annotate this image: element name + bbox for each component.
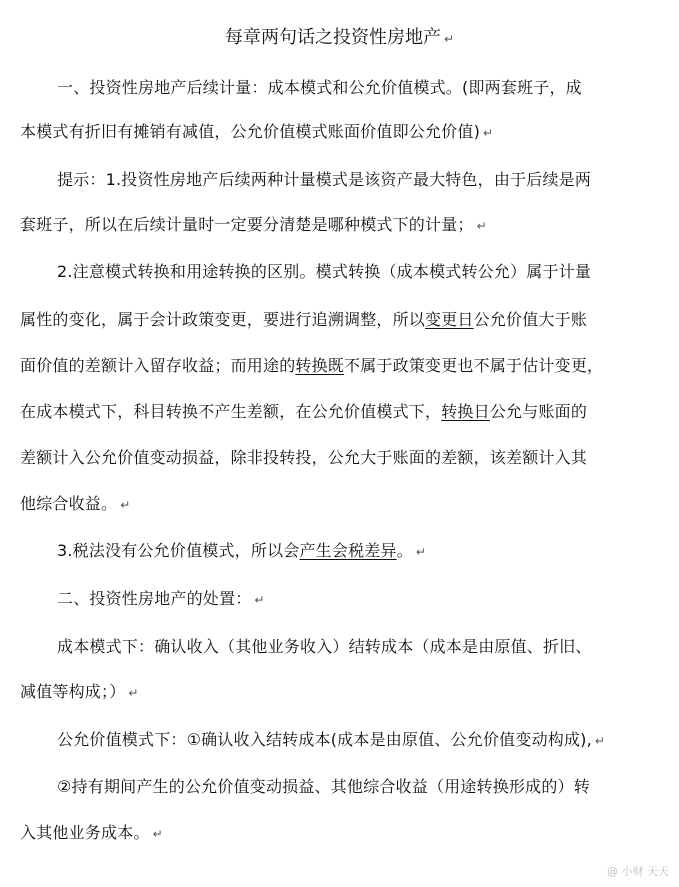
paragraph-mark-icon: ↵ — [483, 126, 494, 140]
underlined-term: 变更日 — [425, 310, 474, 329]
document-title: 每章两句话之投资性房地产 ↵ — [224, 27, 455, 48]
para3-line6: 他综合收益。 ↵ — [20, 494, 131, 513]
paragraph-mark-icon: ↵ — [128, 686, 139, 700]
para3-line1: 2.注意模式转换和用途转换的区别。模式转换（成本模式转公允）属于计量 — [57, 262, 592, 281]
para2-line1: 提示：1.投资性房地产后续两种计量模式是该资产最大特色，由于后续是两 — [57, 170, 592, 189]
para4-line1: 3.税法没有公允价值模式，所以会产生会税差异。 ↵ — [57, 541, 427, 560]
paragraph-mark-icon: ↵ — [254, 593, 265, 607]
underlined-term: 转换既 — [295, 356, 345, 375]
para1-line1: 一、投资性房地产后续计量：成本模式和公允价值模式。(即两套班子，成 — [57, 78, 582, 97]
paragraph-mark-icon: ↵ — [152, 827, 163, 841]
para3-line4: 在成本模式下，科目转换不产生差额，在公允价值模式下，转换日公允与账面的 — [20, 402, 588, 421]
para6-line1: 成本模式下：确认收入（其他业务收入）结转成本（成本是由原值、折旧、 — [57, 637, 592, 656]
para8-line1: ②持有期间产生的公允价值变动损益、其他综合收益（用途转换形成的）转 — [57, 777, 590, 796]
watermark: @ 小财 天天 — [607, 865, 669, 878]
para3-line3: 面价值的差额计入留存收益；而用途的转换既不属于政策变更也不属于估计变更， — [20, 356, 604, 375]
paragraph-mark-icon: ↵ — [120, 498, 131, 512]
para7-line1: 公允价值模式下：①确认收入结转成本(成本是由原值、公允价值变动构成), ↵ — [57, 730, 606, 749]
para3-line2: 属性的变化，属于会计政策变更，要进行追溯调整，所以变更日公允价值大于账 — [20, 310, 588, 329]
para2-line2: 套班子，所以在后续计量时一定要分清楚是哪种模式下的计量； ↵ — [20, 215, 487, 234]
paragraph-mark-icon: ↵ — [476, 219, 487, 233]
para5-heading: 二、投资性房地产的处置： ↵ — [57, 589, 265, 608]
para3-line5: 差额计入公允价值变动损益，除非投转投，公允大于账面的差额，该差额计入其 — [20, 448, 588, 467]
underlined-term: 转换日 — [441, 402, 490, 421]
paragraph-mark-icon: ↵ — [415, 545, 427, 559]
underlined-term: 产生会税差异 — [299, 541, 397, 560]
para1-line2: 本模式有折旧有摊销有减值，公允价值模式账面价值即公允价值) ↵ — [20, 122, 494, 141]
paragraph-mark-icon: ↵ — [443, 32, 455, 46]
paragraph-mark-icon: ↵ — [594, 734, 606, 748]
para8-line2: 入其他业务成本。 ↵ — [20, 823, 163, 842]
para6-line2: 减值等构成；） ↵ — [20, 682, 139, 701]
